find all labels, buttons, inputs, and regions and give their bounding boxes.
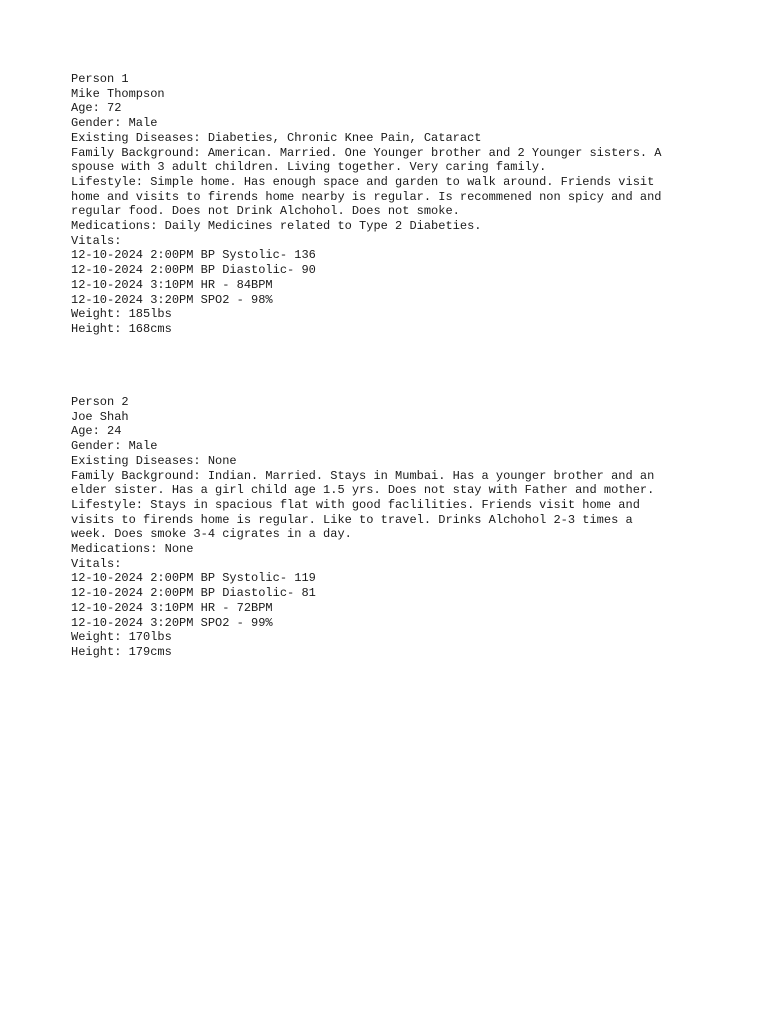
record-heading: Person 1 [71, 72, 129, 86]
patient-weight: Weight: 185lbs [71, 307, 172, 322]
patient-gender: Gender: Male [71, 116, 158, 131]
vital-bp-diastolic: 12-10-2024 2:00PM BP Diastolic- 81 [71, 586, 316, 601]
vitals-label: Vitals: [71, 556, 122, 571]
patient-name: Joe Shah [71, 409, 129, 424]
patient-name: Mike Thompson [71, 86, 165, 101]
patient-age: Age: 72 [71, 101, 122, 116]
vital-bp-systolic: 12-10-2024 2:00PM BP Systolic- 119 [71, 571, 316, 586]
vital-spo2: 12-10-2024 3:20PM SPO2 - 99% [71, 615, 273, 630]
medications: Medications: Daily Medicines related to Type 2 Diabeties. [71, 219, 482, 234]
lifestyle: Lifestyle: Stays in spacious flat with good faclilities. Friends visit home and visits to firends home is regular. Like to travel. Drinks Alchohol 2-3 times a week. Does smoke 3-4 cigrates in a day. [71, 497, 640, 542]
patient-height: Height: 179cms [71, 644, 172, 659]
vital-bp-diastolic: 12-10-2024 2:00PM BP Diastolic- 90 [71, 263, 316, 278]
vital-spo2: 12-10-2024 3:20PM SPO2 - 98% [71, 292, 273, 307]
patient-height: Height: 168cms [71, 321, 172, 336]
existing-diseases: Existing Diseases: None [71, 453, 237, 468]
family-background: Family Background: American. Married. One Younger brother and 2 Younger sisters. A spouse with 3 adult children. Living together. Very caring family. [71, 145, 662, 175]
vitals-label: Vitals: [71, 233, 122, 248]
patient-age: Age: 24 [71, 424, 122, 439]
person-record-2 [71, 395, 711, 660]
family-background: Family Background: Indian. Married. Stays in Mumbai. Has a younger brother and an elder sister. Has a girl child age 1.5 yrs. Does not stay with Father and mother. [71, 468, 655, 498]
existing-diseases: Existing Diseases: Diabeties, Chronic Knee Pain, Cataract [71, 130, 482, 145]
person-record-1 [71, 72, 711, 337]
vital-bp-systolic: 12-10-2024 2:00PM BP Systolic- 136 [71, 248, 316, 263]
record-heading: Person 2 [71, 395, 129, 409]
patient-weight: Weight: 170lbs [71, 630, 172, 645]
vital-heart-rate: 12-10-2024 3:10PM HR - 84BPM [71, 277, 273, 292]
medications: Medications: None [71, 542, 194, 557]
patient-gender: Gender: Male [71, 439, 158, 454]
lifestyle: Lifestyle: Simple home. Has enough space and garden to walk around. Friends visit home and visits to firends home nearby is regular. Is recommened non spicy and and regular food. Does not Drink Alchohol. Does not smoke. [71, 174, 662, 219]
vital-heart-rate: 12-10-2024 3:10PM HR - 72BPM [71, 600, 273, 615]
